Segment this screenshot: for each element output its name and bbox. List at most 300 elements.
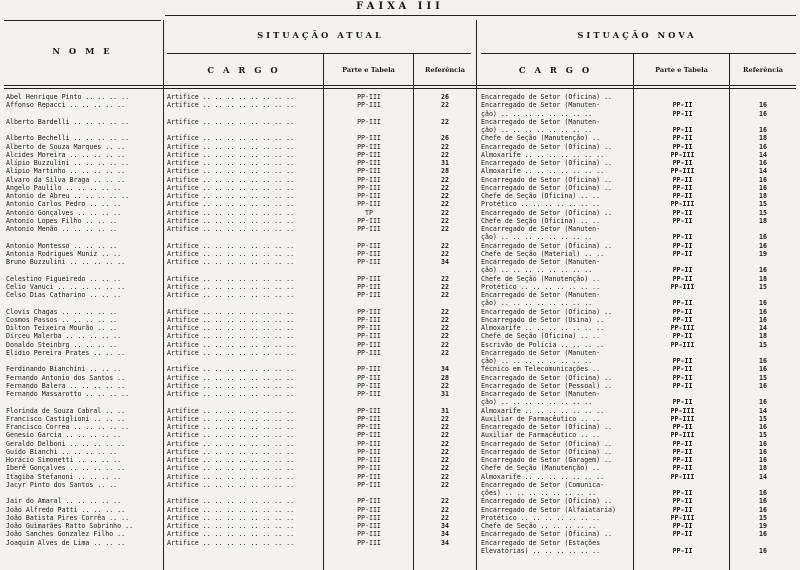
cargo-cell: Artifice .. .. .. .. .. .. .. .. <box>167 348 295 357</box>
nome-cell: Antonio Montesso .. .. .. .. <box>6 241 118 250</box>
novo-cargo-cell: Encarregado de Setor (Oficina) .. <box>481 183 613 192</box>
nova-parte-tabela-cell: PP-II <box>672 315 693 324</box>
table-row <box>0 217 800 225</box>
atual-parte-tabela-header: Parte e Tabela <box>342 66 395 74</box>
parte-tabela-cell: TP <box>365 208 373 217</box>
novo-cargo-cell: Encarregado de Setor (Oficina) .. <box>481 93 613 101</box>
cargo-cell: Artifice .. .. .. .. .. .. .. .. <box>167 447 295 456</box>
atual-subheader-rule <box>167 53 471 54</box>
table-row <box>0 250 800 258</box>
table-row <box>0 530 800 538</box>
novo-cargo-cell: Encarregado de Setor (Oficina) .. <box>481 241 613 250</box>
nome-cell: Alberto de Souza Marques .. .. <box>6 142 126 151</box>
cargo-cell: Artifice .. .. .. .. .. .. .. .. <box>167 200 295 209</box>
nova-referencia-cell: 16 <box>759 546 767 555</box>
novo-cargo-cell: Chefe de Seção (Oficina) .. .. <box>481 192 601 200</box>
nome-cell: João Guimarães Ratto Sobrinho .. <box>6 522 134 530</box>
nova-referencia-header: Referência <box>743 66 783 74</box>
nova-parte-tabela-cell: PP-II <box>672 274 693 283</box>
novo-cargo-cell: Encarregado de Setor (Manuten- <box>481 258 601 266</box>
referencia-cell: 28 <box>441 167 449 176</box>
table-row <box>0 431 800 439</box>
referencia-cell: 22 <box>441 101 449 110</box>
table-row <box>0 497 800 505</box>
nova-referencia-cell: 18 <box>759 464 767 473</box>
nova-referencia-cell: 14 <box>759 324 767 332</box>
referencia-cell: 22 <box>441 208 449 217</box>
cargo-cell: Artifice .. .. .. .. .. .. .. .. <box>167 456 295 464</box>
nova-referencia-cell: 19 <box>759 249 767 258</box>
nome-cell: Horácio Simonetti .. .. .. .. <box>6 456 122 464</box>
referencia-cell: 34 <box>441 530 449 539</box>
nova-parte-tabela-cell: PP-III <box>670 167 695 176</box>
table-row <box>0 167 800 175</box>
novo-cargo-cell: Encarregado de Setor (Manuten- <box>481 348 601 357</box>
referencia-cell: 22 <box>441 472 449 481</box>
nova-referencia-cell: 14 <box>759 150 767 159</box>
nova-referencia-cell: 18 <box>759 192 767 200</box>
cargo-cell: Artifice .. .. .. .. .. .. .. .. <box>167 150 295 159</box>
nova-referencia-cell: 16 <box>759 530 767 539</box>
table-row <box>0 539 800 547</box>
nome-cell: Alberto Bechelli .. .. .. .. .. <box>6 134 130 143</box>
novo-cargo-cell: Encarregado de Setor (Usina) .. <box>481 315 605 324</box>
nome-cell: Alberto Bardelli .. .. .. .. .. <box>6 117 130 126</box>
header-bottom-rule <box>4 85 796 86</box>
nova-parte-tabela-cell: PP-II <box>672 241 693 250</box>
novo-cargo-cell: Encarregado de Setor (Oficina) .. <box>481 423 613 431</box>
nova-parte-tabela-cell: PP-II <box>672 175 693 184</box>
novo-cargo-cell: Encarregado de Setor (Oficina) .. <box>481 447 613 456</box>
table-row <box>0 258 800 266</box>
nova-parte-tabela-cell: PP-III <box>670 513 695 522</box>
referencia-cell: 34 <box>441 258 449 266</box>
novo-cargo-cell: Escrivão de Polícia .. .. .. .. <box>481 340 605 349</box>
cargo-cell: Artifice .. .. .. .. .. .. .. .. <box>167 538 295 547</box>
table-row <box>0 143 800 151</box>
nova-referencia-cell: 16 <box>759 315 767 324</box>
parte-tabela-cell: PP-III <box>357 175 381 184</box>
nova-parte-tabela-cell: PP-II <box>672 183 693 192</box>
nome-header-top-rule <box>4 20 161 21</box>
referencia-cell: 22 <box>441 497 449 506</box>
nova-parte-tabela-cell: PP-II <box>672 381 693 390</box>
novo-cargo-cell: Encarregado de Setor (Manuten- <box>481 101 601 110</box>
table-row <box>0 151 800 159</box>
cargo-cell: Artifice .. .. .. .. .. .. .. .. <box>167 472 295 481</box>
nome-cell: Alcides Moreira .. .. .. .. .. <box>6 150 126 159</box>
parte-tabela-cell: PP-III <box>357 101 381 110</box>
parte-tabela-cell: PP-III <box>357 93 381 101</box>
parte-tabela-cell: PP-III <box>357 241 381 250</box>
parte-tabela-cell: PP-III <box>357 456 381 464</box>
parte-tabela-cell: PP-III <box>357 406 381 415</box>
parte-tabela-cell: PP-III <box>357 142 381 151</box>
nova-referencia-cell: 16 <box>759 456 767 464</box>
nome-cell: Antonio Menão .. .. .. .. .. <box>6 225 118 233</box>
novo-cargo-cell: ção) .. .. .. .. .. .. .. .. <box>481 126 593 134</box>
nova-referencia-cell: 16 <box>759 398 767 407</box>
nova-referencia-cell: 16 <box>759 266 767 275</box>
nome-cell: Abel Henrique Pinto .. .. .. .. <box>6 93 130 101</box>
nome-cell: Antonio Carlos Pedro .. .. .. <box>6 200 122 209</box>
cargo-cell: Artifice .. .. .. .. .. .. .. .. <box>167 216 295 225</box>
referencia-cell: 22 <box>441 117 449 126</box>
table-row <box>0 233 800 241</box>
nova-parte-tabela-cell: PP-III <box>670 324 695 332</box>
parte-tabela-cell: PP-III <box>357 439 381 448</box>
table-row <box>0 423 800 431</box>
parte-tabela-cell: PP-III <box>357 315 381 324</box>
referencia-cell: 22 <box>441 216 449 225</box>
table-row <box>0 547 800 555</box>
referencia-cell: 22 <box>441 183 449 192</box>
novo-cargo-cell: Almoxarife .. .. .. .. .. .. .. <box>481 472 605 481</box>
table-row <box>0 308 800 316</box>
nova-referencia-cell: 14 <box>759 167 767 176</box>
referencia-cell: 22 <box>441 291 449 299</box>
referencia-cell: 26 <box>441 134 449 143</box>
referencia-cell: 34 <box>441 522 449 530</box>
nome-cell: Affonso Repacci .. .. .. .. .. <box>6 101 126 110</box>
referencia-cell: 22 <box>441 505 449 514</box>
situacao-nova-header: SITUAÇÃO NOVA <box>577 30 697 40</box>
cargo-cell: Artifice .. .. .. .. .. .. .. .. <box>167 406 295 415</box>
nome-cell: Guido Bianchi .. .. .. .. .. <box>6 447 118 456</box>
nome-cell: João Batista Pires Corrêa .. .. <box>6 513 130 522</box>
parte-tabela-cell: PP-III <box>357 117 381 126</box>
nova-referencia-cell: 18 <box>759 134 767 143</box>
cargo-cell: Artifice .. .. .. .. .. .. .. .. <box>167 522 295 530</box>
parte-tabela-cell: PP-III <box>357 291 381 299</box>
nova-referencia-cell: 16 <box>759 357 767 365</box>
novo-cargo-cell: ção) .. .. .. .. .. .. .. .. <box>481 398 593 407</box>
referencia-cell: 22 <box>441 431 449 440</box>
nova-referencia-cell: 16 <box>759 381 767 390</box>
table-row <box>0 349 800 357</box>
novo-cargo-cell: Encarregado de Setor (Oficina) .. <box>481 159 613 167</box>
nova-referencia-cell: 15 <box>759 414 767 423</box>
table-row <box>0 93 800 101</box>
nova-referencia-cell: 18 <box>759 274 767 283</box>
table-row <box>0 332 800 340</box>
cargo-cell: Artifice .. .. .. .. .. .. .. .. <box>167 183 295 192</box>
cargo-cell: Artifice .. .. .. .. .. .. .. .. <box>167 192 295 200</box>
nova-referencia-cell: 16 <box>759 423 767 431</box>
nome-cell: Geraldo Delboni .. .. .. .. .. <box>6 439 126 448</box>
table-row <box>0 473 800 481</box>
header-bottom-rule-2 <box>4 88 796 89</box>
table-row <box>0 522 800 530</box>
cargo-cell: Artifice .. .. .. .. .. .. .. .. <box>167 282 295 291</box>
table-row <box>0 514 800 522</box>
nome-cell: Fernando Massarotto .. .. .. .. <box>6 390 130 398</box>
table-row <box>0 324 800 332</box>
top-rule <box>165 15 796 16</box>
referencia-cell: 22 <box>441 324 449 332</box>
nome-cell: Clovis Chagas .. .. .. .. .. <box>6 307 118 316</box>
referencia-cell: 22 <box>441 381 449 390</box>
nome-cell: Alvaro da Silva Braga .. .. .. <box>6 175 126 184</box>
novo-cargo-cell: Almoxarife .. .. .. .. .. .. .. <box>481 406 605 415</box>
novo-cargo-cell: Encarregado de Setor (Estações <box>481 538 601 547</box>
novo-cargo-cell: Elevatórias) .. .. .. .. .. .. <box>481 546 601 555</box>
novo-cargo-cell: Encarregado de Setor (Oficina) .. <box>481 175 613 184</box>
nova-parte-tabela-cell: PP-II <box>672 159 693 167</box>
table-row <box>0 242 800 250</box>
nova-parte-tabela-cell: PP-II <box>672 109 693 118</box>
nova-referencia-cell: 15 <box>759 282 767 291</box>
novo-cargo-cell: Encarregado de Setor (Garagem) .. <box>481 456 613 464</box>
parte-tabela-cell: PP-III <box>357 274 381 283</box>
nova-parte-tabela-cell: PP-II <box>672 192 693 200</box>
novo-cargo-cell: Encarregado de Setor (Manuten- <box>481 390 601 398</box>
parte-tabela-cell: PP-III <box>357 307 381 316</box>
parte-tabela-cell: PP-III <box>357 150 381 159</box>
cargo-cell: Artifice .. .. .. .. .. .. .. .. <box>167 167 295 176</box>
table-row <box>0 134 800 142</box>
nome-cell: Elidio Pereira Prates .. .. .. <box>6 348 126 357</box>
table-row <box>0 225 800 233</box>
table-row <box>0 110 800 118</box>
nome-cell: Fernando Antonio dos Santos .. <box>6 373 126 382</box>
parte-tabela-cell: PP-III <box>357 159 381 167</box>
nova-referencia-cell: 14 <box>759 472 767 481</box>
nome-cell: Celso Dias Catharino .. .. .. <box>6 291 122 299</box>
nome-cell: Florinda de Souza Cabral .. .. <box>6 406 126 415</box>
nova-referencia-cell: 16 <box>759 299 767 308</box>
nova-parte-tabela-cell: PP-II <box>672 307 693 316</box>
cargo-cell: Artifice .. .. .. .. .. .. .. .. <box>167 505 295 514</box>
novo-cargo-cell: Chefe de Seção (Manutenção) .. <box>481 464 601 473</box>
referencia-cell: 22 <box>441 150 449 159</box>
referencia-cell: 22 <box>441 315 449 324</box>
table-row <box>0 398 800 406</box>
parte-tabela-cell: PP-III <box>357 249 381 258</box>
nova-parte-tabela-cell: PP-III <box>670 340 695 349</box>
nova-parte-tabela-cell: PP-III <box>670 150 695 159</box>
cargo-cell: Artifice .. .. .. .. .. .. .. .. <box>167 414 295 423</box>
referencia-cell: 22 <box>441 464 449 473</box>
situacao-atual-header: SITUAÇÃO ATUAL <box>257 30 384 40</box>
cargo-cell: Artifice .. .. .. .. .. .. .. .. <box>167 274 295 283</box>
parte-tabela-cell: PP-III <box>357 390 381 398</box>
parte-tabela-cell: PP-III <box>357 365 381 374</box>
table-row <box>0 407 800 415</box>
nova-parte-tabela-cell: PP-II <box>672 332 693 341</box>
table-row <box>0 101 800 109</box>
referencia-cell: 22 <box>441 348 449 357</box>
novo-cargo-cell: Chefe de Seção .. .. .. .. .. <box>481 522 597 530</box>
cargo-cell: Artifice .. .. .. .. .. .. .. .. <box>167 332 295 341</box>
nova-parte-tabela-cell: PP-II <box>672 456 693 464</box>
referencia-cell: 31 <box>441 406 449 415</box>
cargo-cell: Artifice .. .. .. .. .. .. .. .. <box>167 117 295 126</box>
nova-parte-tabela-cell: PP-II <box>672 398 693 407</box>
parte-tabela-cell: PP-III <box>357 513 381 522</box>
parte-tabela-cell: PP-III <box>357 332 381 341</box>
cargo-cell: Artifice .. .. .. .. .. .. .. .. <box>167 513 295 522</box>
cargo-cell: Artifice .. .. .. .. .. .. .. .. <box>167 423 295 431</box>
novo-cargo-cell: Encarregado de Setor (Pessoal) .. <box>481 381 613 390</box>
novo-cargo-cell: ções) .. .. .. .. .. .. .. .. <box>481 489 597 497</box>
table-row <box>0 481 800 489</box>
nova-parte-tabela-cell: PP-II <box>672 216 693 225</box>
nome-cell: Bruno Buzzulini .. .. .. .. .. <box>6 258 126 266</box>
referencia-cell: 22 <box>441 249 449 258</box>
nova-referencia-cell: 16 <box>759 241 767 250</box>
nova-parte-tabela-cell: PP-II <box>672 299 693 308</box>
nome-cell: Jair do Amaral .. .. .. .. .. <box>6 497 122 506</box>
nova-parte-tabela-cell: PP-II <box>672 142 693 151</box>
nova-referencia-cell: 16 <box>759 159 767 167</box>
cargo-cell: Artifice .. .. .. .. .. .. .. .. <box>167 134 295 143</box>
novo-cargo-cell: ção) .. .. .. .. .. .. .. .. <box>481 266 593 275</box>
nome-cell: Dilton Teixeira Mourão .. .. <box>6 324 118 332</box>
parte-tabela-cell: PP-III <box>357 381 381 390</box>
novo-cargo-cell: Encarregado de Setor (Oficina) .. <box>481 208 613 217</box>
referencia-cell: 22 <box>441 282 449 291</box>
parte-tabela-cell: PP-III <box>357 505 381 514</box>
nome-cell: Antonio Gonçalves .. .. .. .. <box>6 208 122 217</box>
referencia-cell: 22 <box>441 307 449 316</box>
table-row <box>0 184 800 192</box>
novo-cargo-cell: Encarregado de Setor (Manuten- <box>481 291 601 299</box>
referencia-cell: 22 <box>441 480 449 489</box>
table-row <box>0 415 800 423</box>
nova-parte-tabela-cell: PP-II <box>672 365 693 374</box>
table-row <box>0 283 800 291</box>
nova-referencia-cell: 15 <box>759 513 767 522</box>
nome-cell: Antonio Lopes Filho .. .. .. <box>6 216 118 225</box>
nome-cell: Ferdinando Bianchini .. .. .. <box>6 365 122 374</box>
table-row <box>0 440 800 448</box>
novo-cargo-cell: Encarregado de Setor (Alfaiataria) <box>481 505 616 514</box>
referencia-cell: 22 <box>441 225 449 233</box>
cargo-cell: Artifice .. .. .. .. .. .. .. .. <box>167 142 295 151</box>
table-row <box>0 464 800 472</box>
table-row <box>0 382 800 390</box>
novo-cargo-cell: Protético .. .. .. .. .. .. .. <box>481 200 601 209</box>
nome-cell: Alípio Martinho .. .. .. .. .. <box>6 167 126 176</box>
nova-referencia-cell: 15 <box>759 373 767 382</box>
referencia-cell: 34 <box>441 365 449 374</box>
cargo-cell: Artifice .. .. .. .. .. .. .. .. <box>167 365 295 374</box>
novo-cargo-cell: Técnico em Telecomunicações .. <box>481 365 601 374</box>
parte-tabela-cell: PP-III <box>357 423 381 431</box>
novo-cargo-cell: Encarregado de Setor (Oficina) .. <box>481 439 613 448</box>
nova-referencia-cell: 16 <box>759 505 767 514</box>
referencia-cell: 22 <box>441 456 449 464</box>
nome-cell: Angelo Paulilo .. .. .. .. .. <box>6 183 122 192</box>
nova-referencia-cell: 16 <box>759 109 767 118</box>
novo-cargo-cell: ção) .. .. .. .. .. .. .. .. <box>481 299 593 308</box>
parte-tabela-cell: PP-III <box>357 167 381 176</box>
novo-cargo-cell: ção) .. .. .. .. .. .. .. .. <box>481 109 593 118</box>
nome-cell: João Alfredo Patti .. .. .. .. <box>6 505 126 514</box>
nova-parte-tabela-cell: PP-II <box>672 522 693 530</box>
novo-cargo-cell: Chefe de Seção (Manutenção) .. <box>481 134 601 143</box>
novo-cargo-cell: Encarregado de Setor (Oficina) .. <box>481 373 613 382</box>
table-row <box>0 192 800 200</box>
nova-parte-tabela-cell: PP-III <box>670 414 695 423</box>
cargo-cell: Artifice .. .. .. .. .. .. .. .. <box>167 291 295 299</box>
table-row <box>0 275 800 283</box>
nova-parte-tabela-cell: PP-III <box>670 431 695 440</box>
novo-cargo-cell: Chefe de Seção (Material) .. .. <box>481 249 605 258</box>
parte-tabela-cell: PP-III <box>357 192 381 200</box>
parte-tabela-cell: PP-III <box>357 480 381 489</box>
cargo-cell: Artifice .. .. .. .. .. .. .. .. <box>167 93 295 101</box>
referencia-cell: 28 <box>441 373 449 382</box>
parte-tabela-cell: PP-III <box>357 225 381 233</box>
nova-referencia-cell: 16 <box>759 126 767 134</box>
nova-referencia-cell: 15 <box>759 431 767 440</box>
referencia-cell: 34 <box>441 538 449 547</box>
nova-parte-tabela-cell: PP-II <box>672 546 693 555</box>
referencia-cell: 22 <box>441 274 449 283</box>
referencia-cell: 22 <box>441 513 449 522</box>
novo-cargo-cell: Chefe de Seção (Oficina) .. .. <box>481 216 601 225</box>
cargo-cell: Artifice .. .. .. .. .. .. .. .. <box>167 480 295 489</box>
table-row <box>0 456 800 464</box>
referencia-cell: 22 <box>441 241 449 250</box>
nome-cell: Dirceu Malerba .. .. .. .. .. <box>6 332 122 341</box>
table-row <box>0 448 800 456</box>
novo-cargo-cell: Encarregado de Setor (Oficina) .. <box>481 497 613 506</box>
nova-referencia-cell: 18 <box>759 332 767 341</box>
nova-referencia-cell: 16 <box>759 183 767 192</box>
table-row <box>0 209 800 217</box>
novo-cargo-cell: Almoxarife .. .. .. .. .. .. .. <box>481 324 605 332</box>
nome-cell: Genesio Garcia .. .. .. .. .. <box>6 431 122 440</box>
nome-cell: Joaquim Alves de Lima .. .. .. <box>6 538 126 547</box>
referencia-cell: 26 <box>441 93 449 101</box>
table-row <box>0 316 800 324</box>
nova-referencia-cell: 16 <box>759 307 767 316</box>
parte-tabela-cell: PP-III <box>357 497 381 506</box>
parte-tabela-cell: PP-III <box>357 530 381 539</box>
cargo-cell: Artifice .. .. .. .. .. .. .. .. <box>167 175 295 184</box>
nome-cell: Celio Vanuci .. .. .. .. .. .. <box>6 282 126 291</box>
referencia-cell: 22 <box>441 340 449 349</box>
novo-cargo-cell: Encarregado de Setor (Oficina) .. <box>481 530 613 539</box>
referencia-cell: 22 <box>441 142 449 151</box>
cargo-cell: Artifice .. .. .. .. .. .. .. .. <box>167 159 295 167</box>
nova-parte-tabela-cell: PP-II <box>672 357 693 365</box>
parte-tabela-cell: PP-III <box>357 538 381 547</box>
nova-referencia-cell: 16 <box>759 439 767 448</box>
nova-referencia-cell: 16 <box>759 365 767 374</box>
nova-cargo-header: C A R G O <box>518 65 593 75</box>
table-row <box>0 341 800 349</box>
cargo-cell: Artifice .. .. .. .. .. .. .. .. <box>167 208 295 217</box>
cargo-cell: Artifice .. .. .. .. .. .. .. .. <box>167 390 295 398</box>
nova-parte-tabela-header: Parte e Tabela <box>655 66 708 74</box>
cargo-cell: Artifice .. .. .. .. .. .. .. .. <box>167 373 295 382</box>
cargo-cell: Artifice .. .. .. .. .. .. .. .. <box>167 439 295 448</box>
nova-referencia-cell: 19 <box>759 522 767 530</box>
novo-cargo-cell: ção) .. .. .. .. .. .. .. .. <box>481 357 593 365</box>
parte-tabela-cell: PP-III <box>357 522 381 530</box>
table-row <box>0 299 800 307</box>
parte-tabela-cell: PP-III <box>357 134 381 143</box>
referencia-cell: 22 <box>441 414 449 423</box>
novo-cargo-cell: Encarregado de Setor (Manuten- <box>481 225 601 233</box>
cargo-cell: Artifice .. .. .. .. .. .. .. .. <box>167 381 295 390</box>
novo-cargo-cell: ção) .. .. .. .. .. .. .. .. <box>481 233 593 242</box>
cargo-cell: Artifice .. .. .. .. .. .. .. .. <box>167 340 295 349</box>
